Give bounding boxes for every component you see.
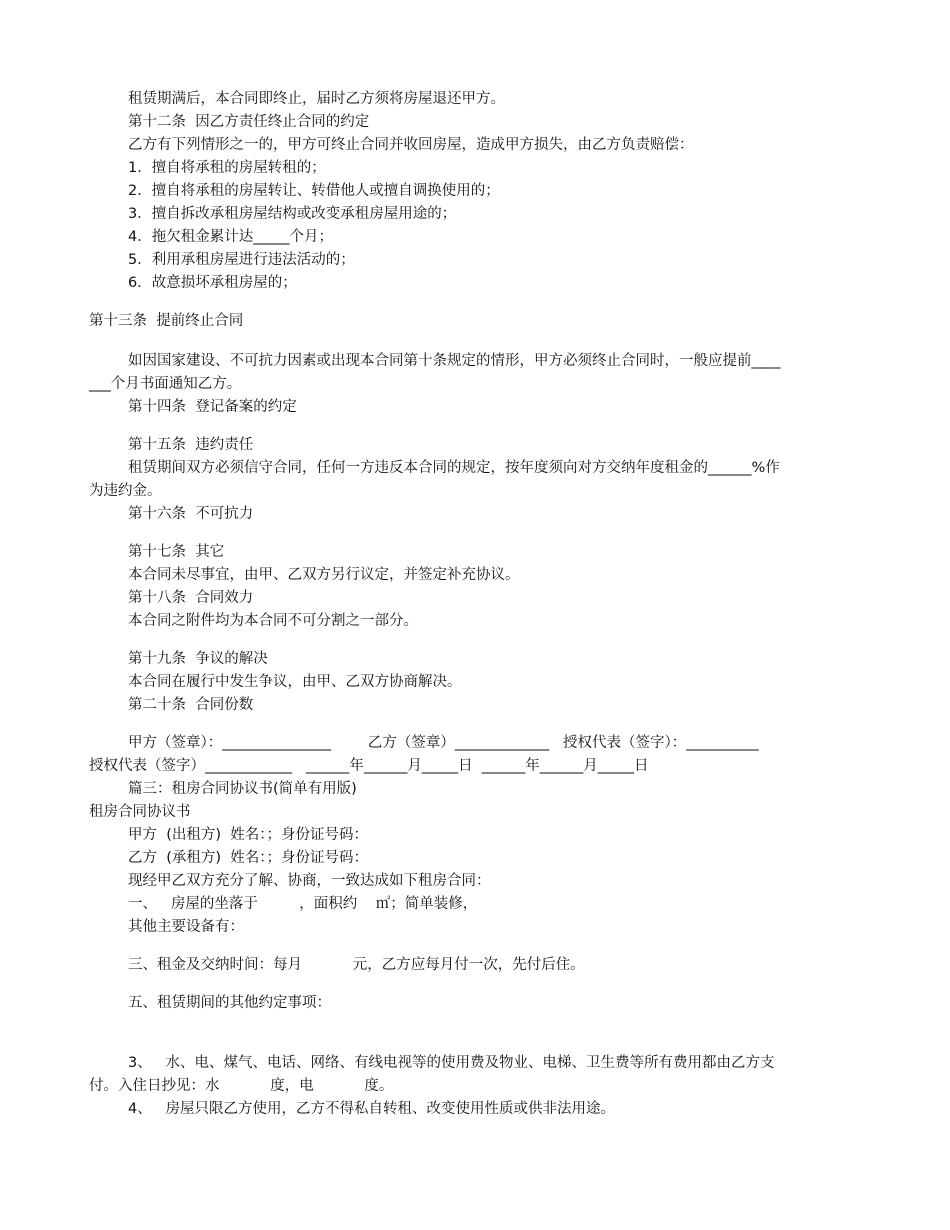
list-item: 3．擅自拆改承租房屋结构或改变承租房屋用途的； <box>128 206 457 222</box>
text-line: 本合同之附件均为本合同不可分割之一部分。 <box>128 613 418 629</box>
list-item: 5．利用承租房屋进行违法活动的； <box>128 252 355 268</box>
text-line: 3、 水、电、煤气、电话、网络、有线电视等的使用费及物业、电梯、卫生费等所有费用都由乙方支 <box>128 1055 775 1071</box>
article-heading: 第十六条 不可抗力 <box>128 506 254 522</box>
text-line: 乙方有下列情形之一的，甲方可终止合同并收回房屋，造成甲方损失，由乙方负责赔偿： <box>128 137 694 153</box>
article-heading: 第二十条 合同份数 <box>128 697 254 713</box>
article-heading: 第十四条 登记备案的约定 <box>128 399 297 415</box>
text-line: 本合同未尽事宜，由甲、乙双方另行议定，并签定补充协议。 <box>128 567 520 583</box>
list-item: 1．擅自将承租的房屋转租的； <box>128 160 326 176</box>
text-line: 三、租金及交纳时间：每月 元，乙方应每月付一次，先付后住。 <box>128 957 585 973</box>
text-line: 一、 房屋的坐落于 ，面积约 ㎡；简单装修， <box>128 896 478 912</box>
article-heading: 第十五条 违约责任 <box>128 437 254 453</box>
party-info: 甲方 (出租方) 姓名：；身份证号码： <box>128 827 368 843</box>
signature-line: 授权代表（签字）____________ ______年______月_____日 ______年______月_____日 <box>89 758 649 774</box>
article-heading: 第十九条 争议的解决 <box>128 651 268 667</box>
text-line: 五、租赁期间的其他约定事项： <box>128 995 331 1011</box>
text-line: 本合同在履行中发生争议，由甲、乙双方协商解决。 <box>128 674 462 690</box>
article-heading: 第十三条 提前终止合同 <box>89 313 244 329</box>
text-line: 4、 房屋只限乙方使用，乙方不得私自转租、改变使用性质或供非法用途。 <box>128 1101 616 1117</box>
signature-line: 甲方（签章）：_______________ 乙方（签章）_____________ 授权代表（签字）：__________ <box>128 735 759 751</box>
text-line: 租赁期间双方必须信守合同，任何一方违反本合同的规定，按年度须向对方交纳年度租金的______%作 <box>128 460 780 476</box>
list-item: 2．擅自将承租的房屋转让、转借他人或擅自调换使用的； <box>128 183 500 199</box>
section-title: 篇三：租房合同协议书(简单有用版) <box>128 781 357 797</box>
text-line: 租赁期满后，本合同即终止，届时乙方须将房屋退还甲方。 <box>128 91 505 107</box>
text-line: 为违约金。 <box>89 483 162 499</box>
list-item: 4．拖欠租金累计达_____个月； <box>128 229 333 245</box>
text-line: 付。入住日抄见：水 度，电 度。 <box>89 1078 394 1094</box>
article-heading: 第十二条 因乙方责任终止合同的约定 <box>128 114 370 130</box>
list-item: 6．故意损坏承租房屋的； <box>128 275 297 291</box>
text-line: ___个月书面通知乙方。 <box>89 376 242 392</box>
article-heading: 第十八条 合同效力 <box>128 590 254 606</box>
article-heading: 第十七条 其它 <box>128 544 225 560</box>
text-line: 如因国家建设、不可抗力因素或出现本合同第十条规定的情形，甲方必须终止合同时，一般应提前____ <box>128 353 781 369</box>
text-line: 现经甲乙双方充分了解、协商，一致达成如下租房合同： <box>128 873 491 889</box>
party-info: 乙方 (承租方) 姓名：；身份证号码： <box>128 850 368 866</box>
text-line: 其他主要设备有： <box>128 919 244 935</box>
document-title: 租房合同协议书 <box>89 804 191 820</box>
